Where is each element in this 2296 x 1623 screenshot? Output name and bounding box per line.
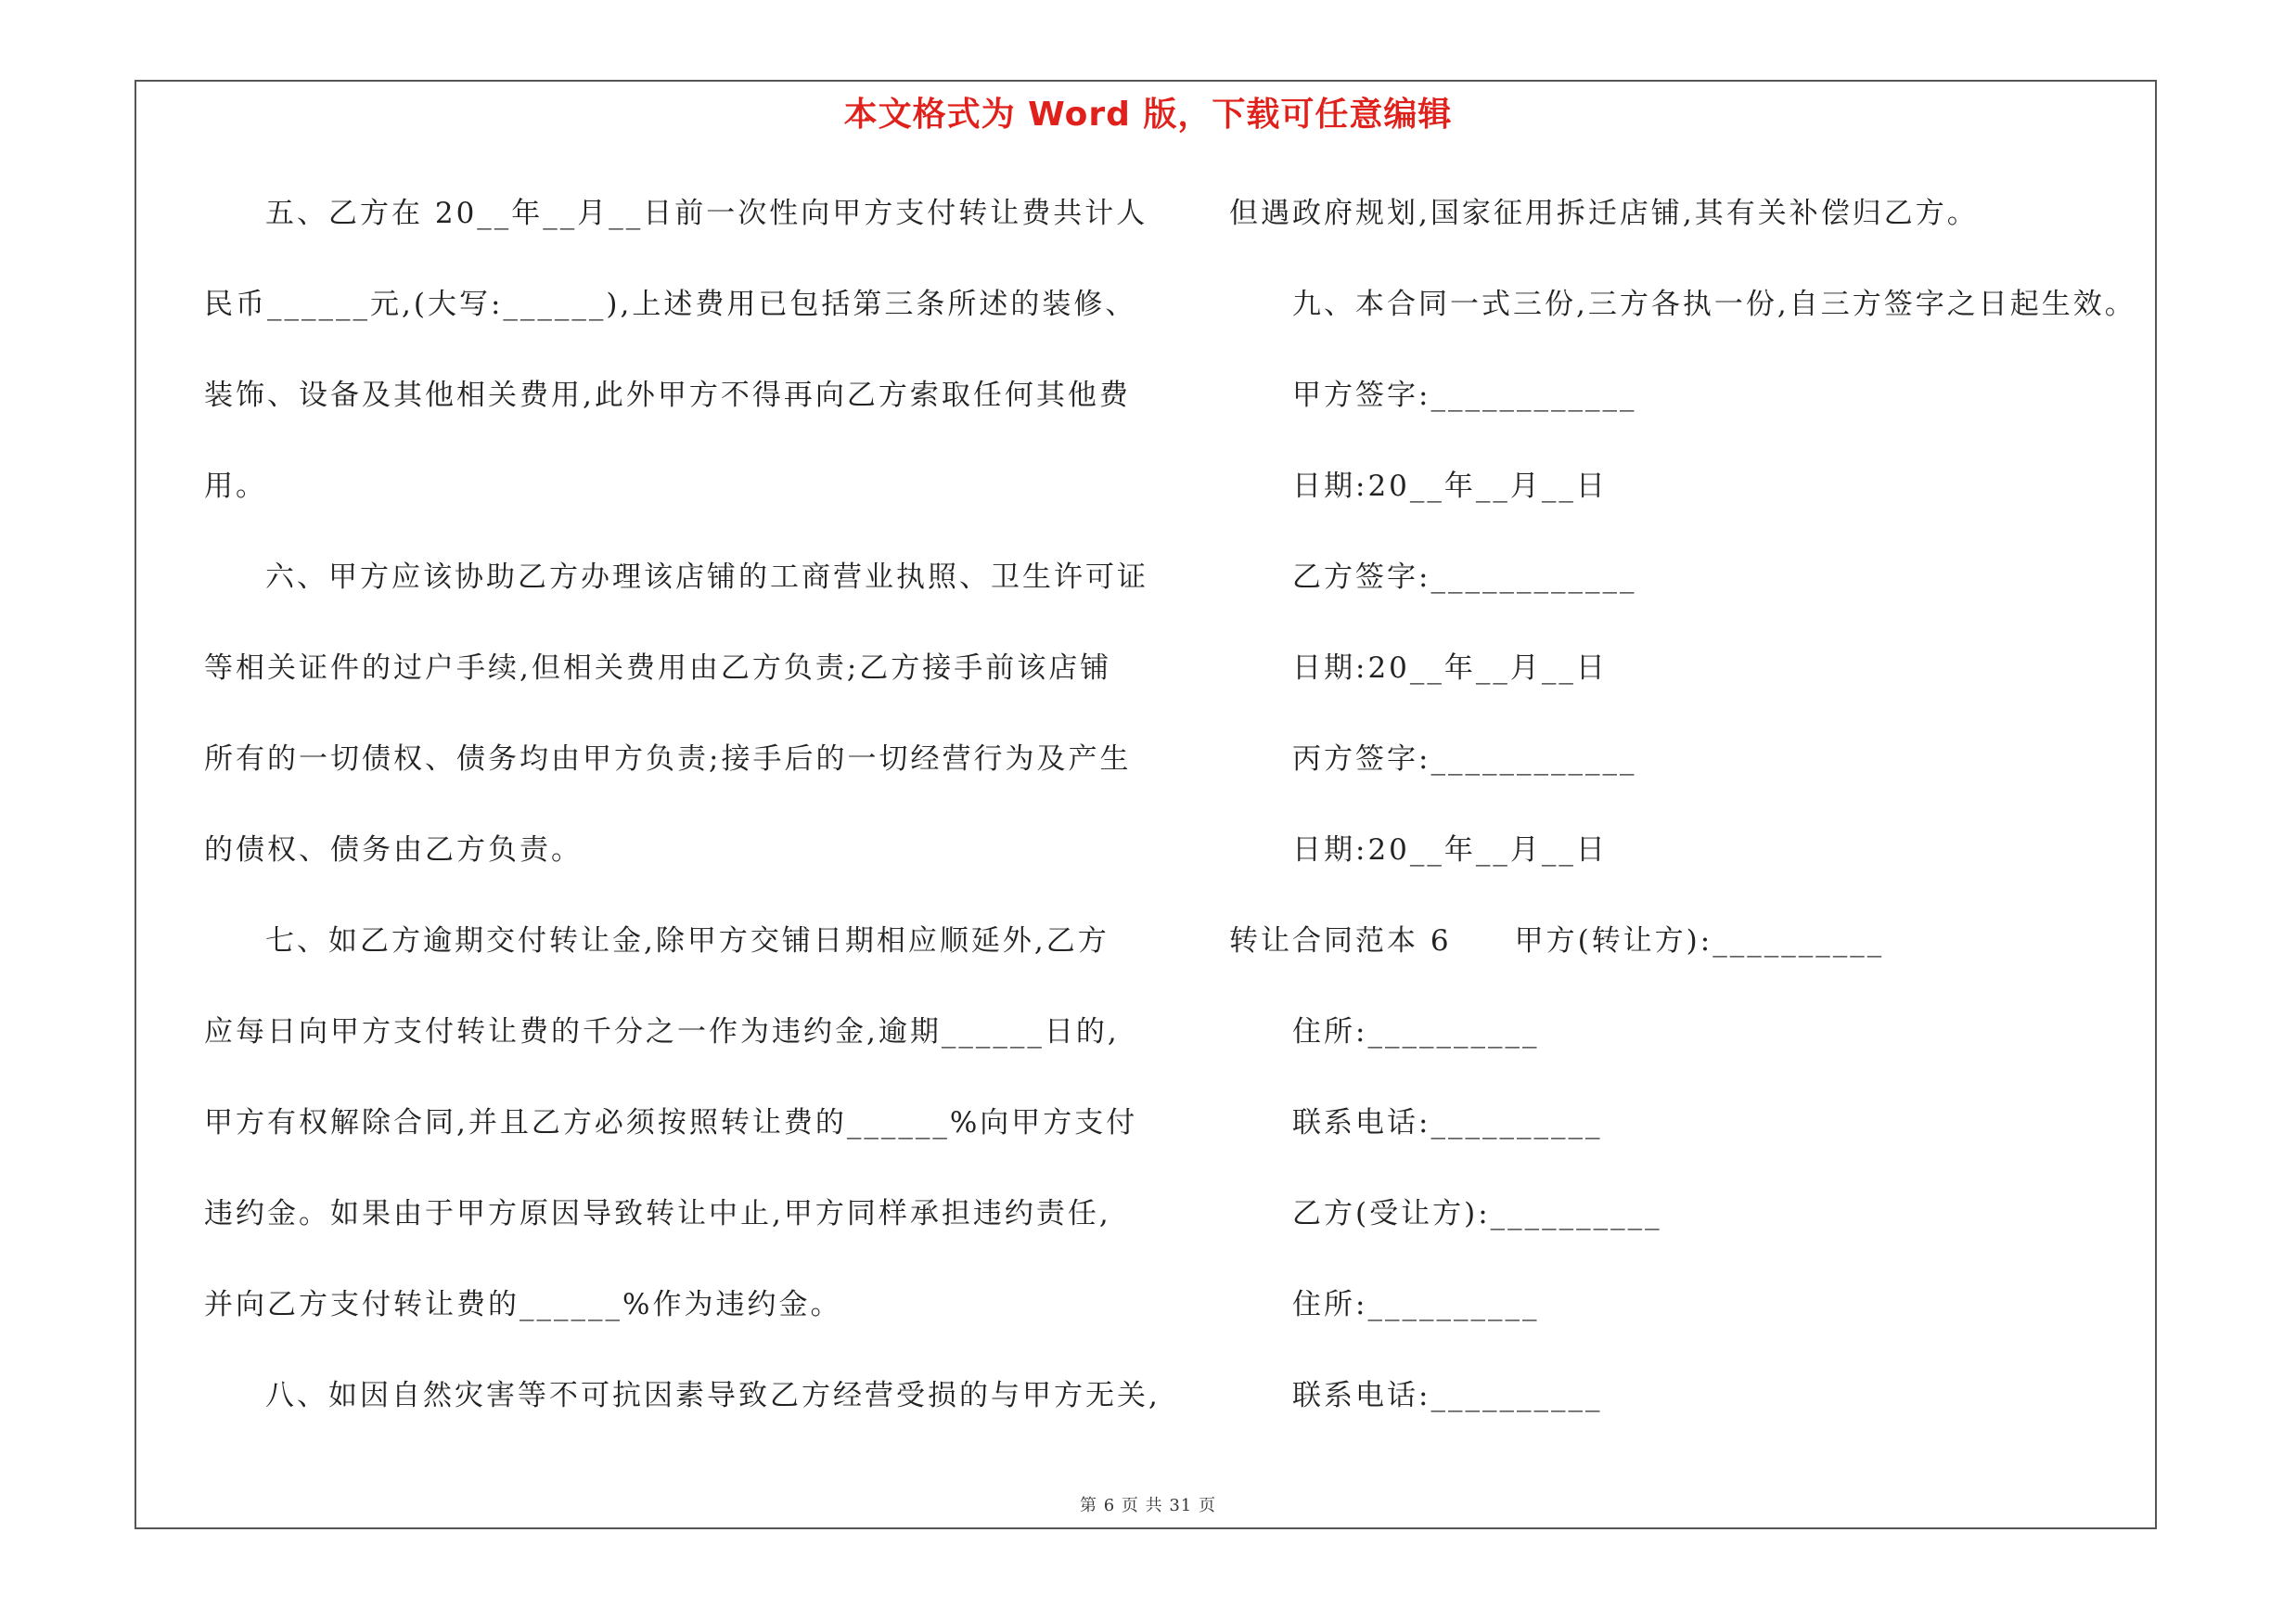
paragraph-line: 违约金。如果由于甲方原因导致转让中止,甲方同样承担违约责任, <box>204 1197 1111 1230</box>
section-heading-line: 转让合同范本 6 甲方(转让方):__________ <box>1229 924 1885 958</box>
date-line: 日期:20__年__月__日 <box>1292 833 1608 867</box>
paragraph-line: 所有的一切债权、债务均由甲方负责;接手后的一切经营行为及产生 <box>204 742 1132 776</box>
format-banner: 本文格式为 Word 版，下载可任意编辑 <box>843 96 1453 134</box>
date-line: 日期:20__年__月__日 <box>1292 470 1608 503</box>
paragraph-line: 等相关证件的过户手续,但相关费用由乙方负责;乙方接手前该店铺 <box>204 651 1112 685</box>
phone-line: 联系电话:__________ <box>1292 1106 1603 1140</box>
paragraph-line: 用。 <box>204 470 267 503</box>
page-number: 第 6 页 共 31 页 <box>1080 1496 1216 1515</box>
paragraph-line: 五、乙方在 20__年__月__日前一次性向甲方支付转让费共计人 <box>265 197 1148 230</box>
paragraph-line: 并向乙方支付转让费的______%作为违约金。 <box>204 1288 842 1321</box>
paragraph-line: 九、本合同一式三份,三方各执一份,自三方签字之日起生效。 <box>1292 288 2136 321</box>
signature-line-party-c: 丙方签字:____________ <box>1292 742 1637 776</box>
address-line: 住所:__________ <box>1292 1288 1540 1321</box>
signature-line-party-a: 甲方签字:____________ <box>1292 379 1637 412</box>
paragraph-line: 六、甲方应该协助乙方办理该店铺的工商营业执照、卫生许可证 <box>265 560 1148 594</box>
paragraph-line: 八、如因自然灾害等不可抗因素导致乙方经营受损的与甲方无关, <box>265 1379 1161 1412</box>
paragraph-line: 甲方有权解除合同,并且乙方必须按照转让费的______%向甲方支付 <box>204 1106 1138 1140</box>
signature-line-party-b: 乙方签字:____________ <box>1292 560 1637 594</box>
paragraph-line: 的债权、债务由乙方负责。 <box>204 833 583 867</box>
paragraph-line: 七、如乙方逾期交付转让金,除甲方交铺日期相应顺延外,乙方 <box>265 924 1110 958</box>
paragraph-line: 装饰、设备及其他相关费用,此外甲方不得再向乙方索取任何其他费 <box>204 379 1131 412</box>
paragraph-line: 民币______元,(大写:______),上述费用已包括第三条所述的装修、 <box>204 288 1137 321</box>
paragraph-line: 但遇政府规划,国家征用拆迁店铺,其有关补偿归乙方。 <box>1229 197 1979 230</box>
paragraph-line: 应每日向甲方支付转让费的千分之一作为违约金,逾期______日的, <box>204 1015 1120 1049</box>
party-b-line: 乙方(受让方):__________ <box>1292 1197 1662 1230</box>
date-line: 日期:20__年__月__日 <box>1292 651 1608 685</box>
phone-line: 联系电话:__________ <box>1292 1379 1603 1412</box>
address-line: 住所:__________ <box>1292 1015 1540 1049</box>
